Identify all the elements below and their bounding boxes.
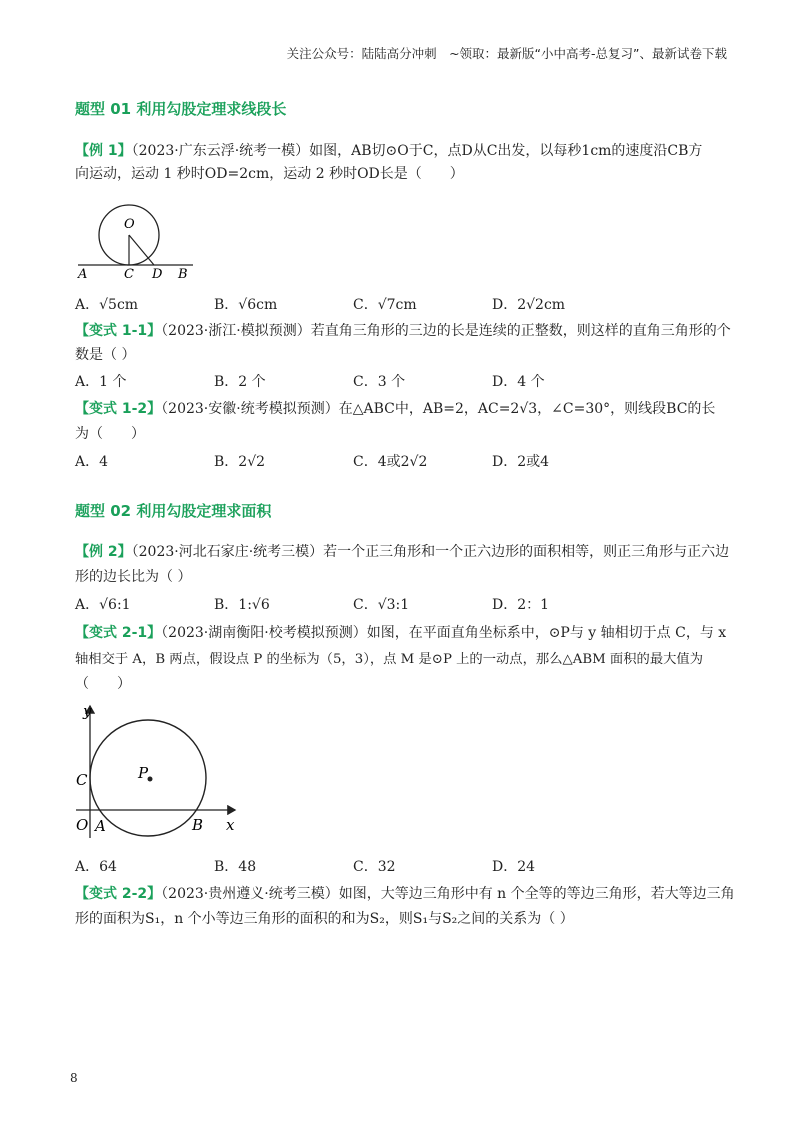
answer-options <box>75 294 715 316</box>
question-line <box>75 622 735 645</box>
label-c: C <box>124 267 134 280</box>
question-line: 形的面积为S₁，n 个小等边三角形的面积的和为S₂，则S₁与S₂之间的关系为（ ） <box>75 911 574 927</box>
question-line <box>75 320 735 343</box>
question-line: （ ） <box>75 676 131 692</box>
option-b[interactable]: B．2√2 <box>214 454 266 470</box>
label-a: A <box>78 267 88 280</box>
option-a[interactable]: A．√5cm <box>75 297 139 313</box>
question-line: 轴相交于 A，B 两点，假设点 P 的坐标为（5，3），点 M 是⊙P 上的一动点，那么△ABM 面积的最大值为 <box>75 652 704 667</box>
option-a[interactable]: A．1 个 <box>75 374 127 390</box>
question-tag: 【变式 2-1】 <box>75 625 162 641</box>
answer-options <box>75 451 715 473</box>
option-a[interactable]: A．64 <box>75 859 117 875</box>
question-line: 向运动，运动 1 秒时OD=2cm，运动 2 秒时OD长是（ ） <box>75 166 464 182</box>
coordinate-circle-figure <box>70 698 250 846</box>
option-b[interactable]: B．2 个 <box>214 374 266 390</box>
option-b[interactable]: B．48 <box>214 859 257 875</box>
label-x: x <box>226 816 235 834</box>
label-a: A <box>95 817 106 835</box>
label-d: D <box>152 267 163 280</box>
option-c[interactable]: C．√7cm <box>353 297 417 313</box>
section-title: 题型 01 利用勾股定理求线段长 <box>75 100 287 118</box>
question-text: （2023·安徽·统考模拟预测）在△ABC中，AB=2，AC=2√3，∠C=30°，则线段BC的长 <box>161 401 716 417</box>
option-a[interactable]: A．√6:1 <box>75 597 131 613</box>
option-c[interactable]: C．4或2√2 <box>353 454 428 470</box>
label-b: B <box>178 267 188 280</box>
question-tag: 【例 1】 <box>75 143 132 159</box>
question-line: 为（ ） <box>75 426 145 442</box>
question-text: （2023·贵州遵义·统考三模）如图，大等边三角形中有 n 个全等的等边三角形，若大等边三角 <box>161 886 735 902</box>
option-c[interactable]: C．√3:1 <box>353 597 410 613</box>
page-header: 关注公众号：陆陆高分冲刺 ~领取：最新版“小中高考-总复习”、最新试卷下载 <box>286 46 727 61</box>
label-b: B <box>192 816 204 834</box>
label-o: O <box>76 816 89 834</box>
answer-options <box>75 594 715 616</box>
option-c[interactable]: C．32 <box>353 859 396 875</box>
question-text: （2023·湖南衡阳·校考模拟预测）如图，在平面直角坐标系中，⊙P与 y 轴相切于点 C，与 x <box>161 625 727 641</box>
question-line <box>75 398 735 421</box>
option-a[interactable]: A．4 <box>75 454 109 470</box>
question-line <box>75 541 735 564</box>
question-text: （2023·河北石家庄·统考三模）若一个正三角形和一个正六边形的面积相等，则正三角形与正六边 <box>131 544 730 560</box>
question-line: 数是（ ） <box>75 347 136 363</box>
page-number: 8 <box>70 1071 78 1085</box>
question-line <box>75 140 735 163</box>
option-c[interactable]: C．3 个 <box>353 374 406 390</box>
answer-options <box>75 856 715 878</box>
label-o: O <box>124 217 135 232</box>
question-tag: 【变式 1-1】 <box>75 323 162 339</box>
section-title: 题型 02 利用勾股定理求面积 <box>75 502 272 520</box>
question-text: （2023·浙江·模拟预测）若直角三角形的三边的长是连续的正整数，则这样的直角三角形的个 <box>161 323 731 339</box>
option-d[interactable]: D．4 个 <box>492 374 545 390</box>
question-tag: 【变式 2-2】 <box>75 886 162 902</box>
question-line: 形的边长比为（ ） <box>75 569 192 585</box>
label-y: y <box>83 702 92 720</box>
question-tag: 【变式 1-2】 <box>75 401 162 417</box>
question-line <box>75 883 735 906</box>
option-b[interactable]: B．1:√6 <box>214 597 270 613</box>
option-b[interactable]: B．√6cm <box>214 297 278 313</box>
option-d[interactable]: D．24 <box>492 859 536 875</box>
question-text: （2023·广东云浮·统考一模）如图，AB切⊙O于C，点D从C出发，以每秒1cm的速度沿CB方 <box>131 143 703 159</box>
option-d[interactable]: D．2√2cm <box>492 297 566 313</box>
question-tag: 【例 2】 <box>75 544 132 560</box>
answer-options <box>75 371 715 393</box>
label-c: C <box>76 771 88 789</box>
option-d[interactable]: D．2：1 <box>492 597 550 613</box>
label-p: P <box>138 764 149 782</box>
option-d[interactable]: D．2或4 <box>492 454 550 470</box>
circle-tangent-figure <box>70 190 200 280</box>
